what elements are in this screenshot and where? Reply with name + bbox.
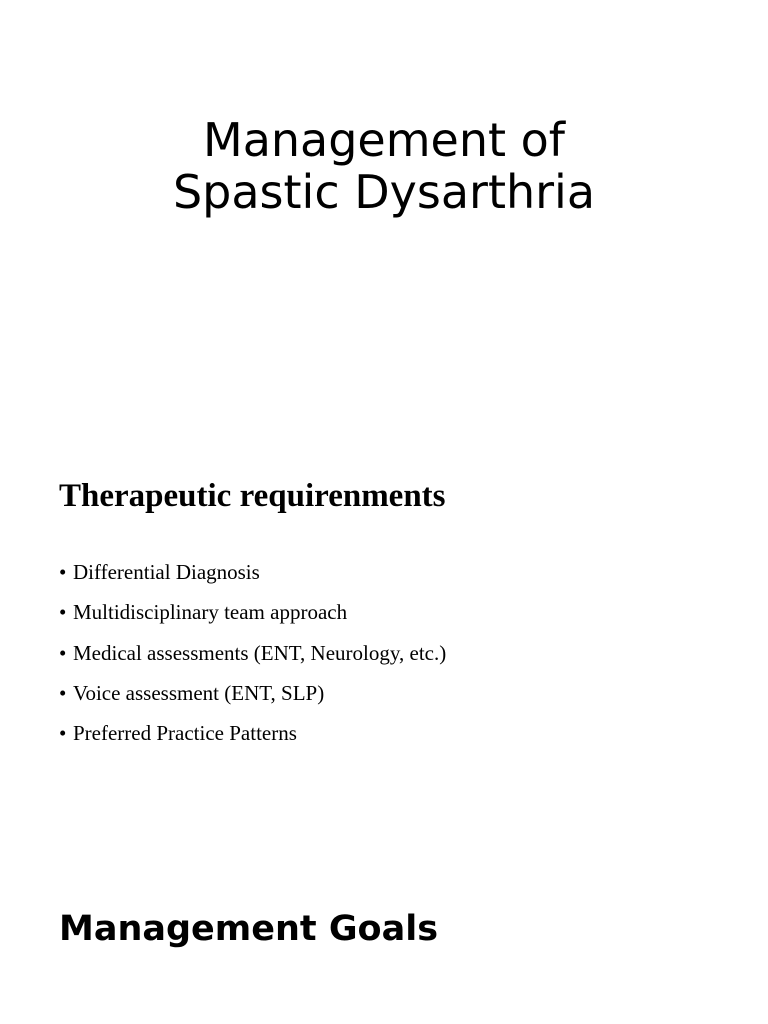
bullet-icon: • xyxy=(59,721,67,746)
list-item xyxy=(59,596,446,636)
list-item-text: Medical assessments (ENT, Neurology, etc.) xyxy=(73,640,447,665)
slide-heading: Therapeutic requirenments xyxy=(59,478,446,514)
list-item-text: Differential Diagnosis xyxy=(73,560,260,584)
management-goals-slide xyxy=(0,850,768,1024)
therapeutic-requirements-slide xyxy=(0,410,768,850)
list-item xyxy=(59,637,446,677)
title-line-1: Management of xyxy=(203,113,565,167)
bullet-icon: • xyxy=(59,640,67,665)
bullet-icon: • xyxy=(59,680,67,705)
list-item xyxy=(59,556,446,596)
list-item-text: Multidisciplinary team approach xyxy=(73,600,348,625)
bullet-list xyxy=(59,556,446,757)
list-item xyxy=(59,677,446,717)
title-line-2: Spastic Dysarthria xyxy=(172,165,596,219)
slide-heading: Management Goals xyxy=(59,909,439,949)
bullet-icon: • xyxy=(59,600,67,625)
list-item-text: Voice assessment (ENT, SLP) xyxy=(73,680,325,705)
list-item xyxy=(59,717,446,757)
list-item-text: Preferred Practice Patterns xyxy=(73,721,297,746)
bullet-icon: • xyxy=(59,560,67,584)
presentation-title xyxy=(0,114,768,218)
title-slide xyxy=(0,0,768,410)
